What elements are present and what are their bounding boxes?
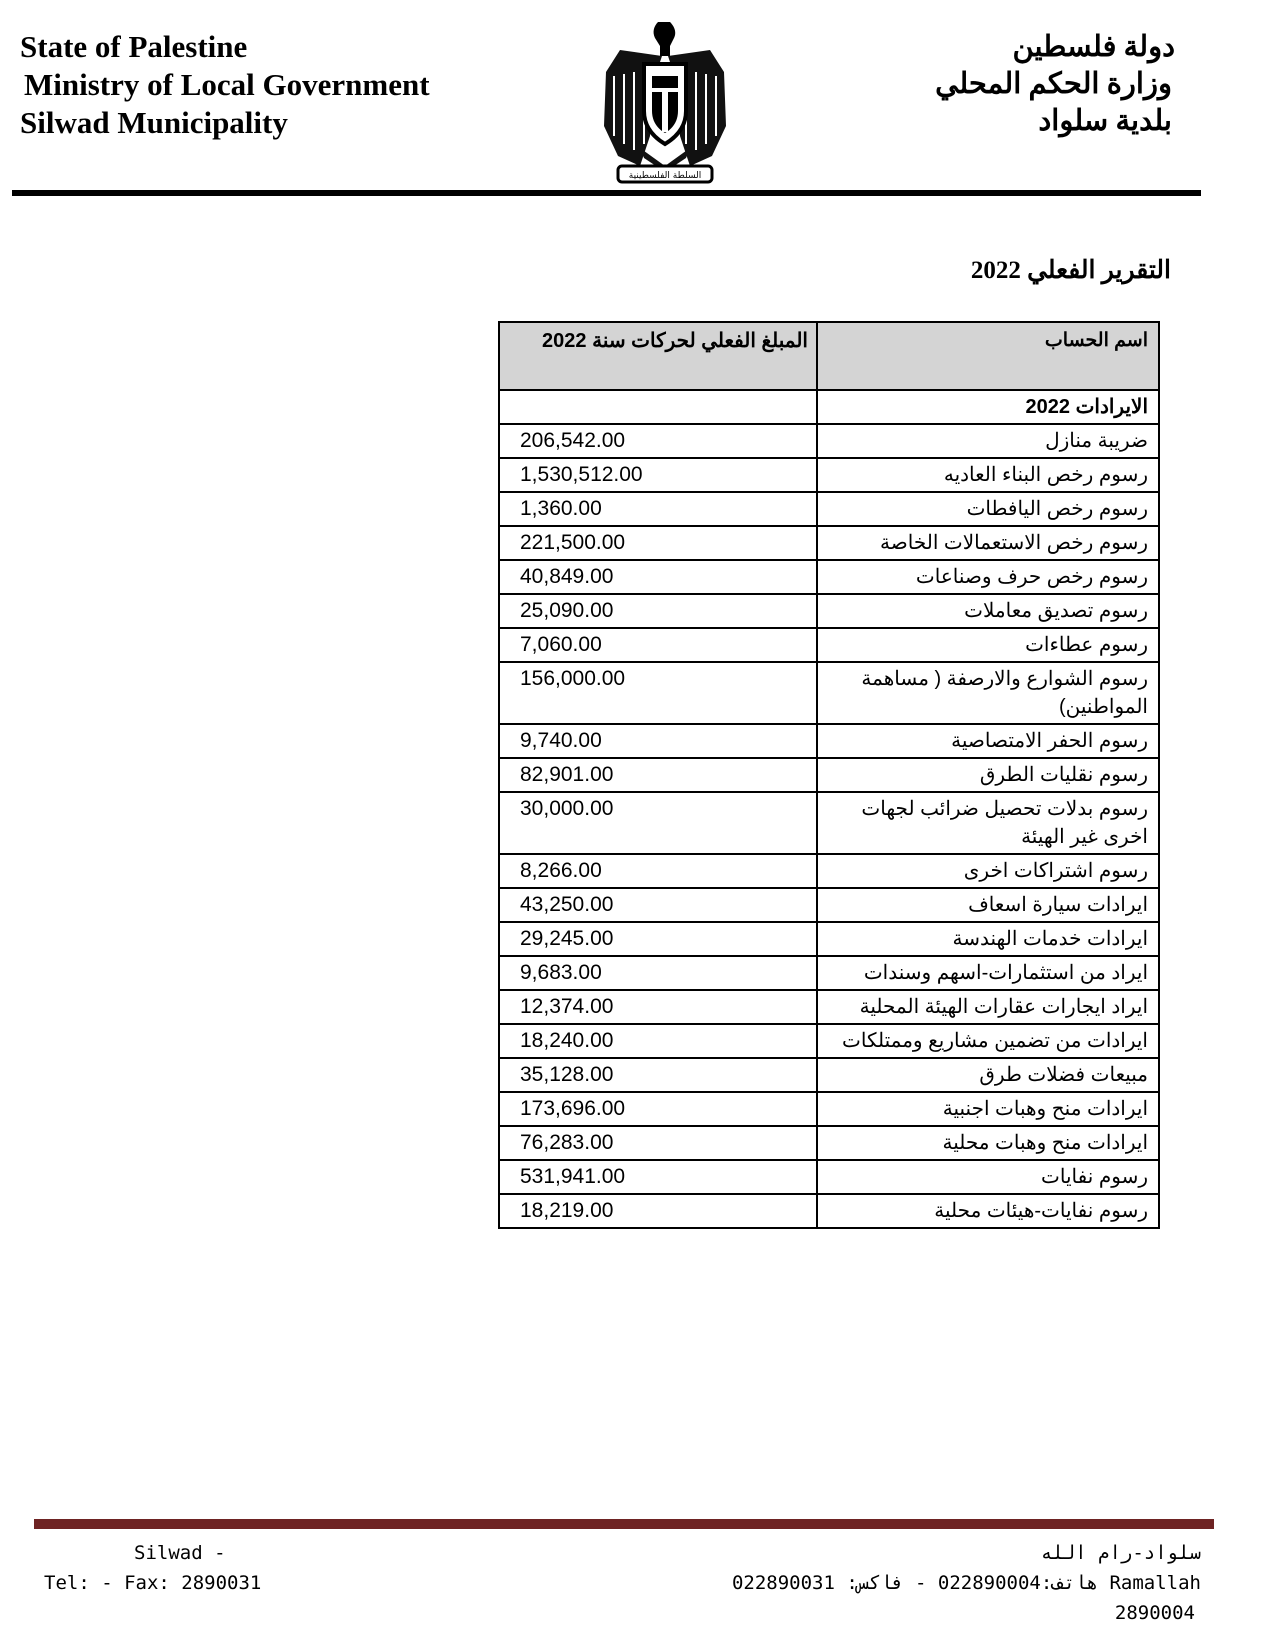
table-row: [499, 1194, 1159, 1228]
amount-cell: 221,500.00: [499, 526, 817, 560]
amount-cell: 173,696.00: [499, 1092, 817, 1126]
account-name-cell: رسوم الحفر الامتصاصية: [817, 724, 1159, 758]
account-name-cell: ايرادات منح وهبات اجنبية: [817, 1092, 1159, 1126]
amount-cell: 206,542.00: [499, 424, 817, 458]
table-row: [499, 888, 1159, 922]
column-header-account: اسم الحساب: [817, 322, 1159, 390]
table-row: [499, 922, 1159, 956]
header-divider: [12, 190, 1201, 196]
amount-cell: 8,266.00: [499, 854, 817, 888]
header-en-ministry: Ministry of Local Government: [24, 67, 430, 102]
amount-cell: 30,000.00: [499, 792, 817, 854]
amount-cell: 76,283.00: [499, 1126, 817, 1160]
table-row: [499, 1126, 1159, 1160]
account-name-cell: رسوم رخص حرف وصناعات: [817, 560, 1159, 594]
account-name-cell: ايرادات خدمات الهندسة: [817, 922, 1159, 956]
account-name-cell: ايرادات من تضمين مشاريع وممتلكات: [817, 1024, 1159, 1058]
amount-cell: 12,374.00: [499, 990, 817, 1024]
amount-cell: 9,683.00: [499, 956, 817, 990]
table-row: [499, 854, 1159, 888]
account-name-cell: رسوم رخص البناء العاديه: [817, 458, 1159, 492]
account-name-cell: ايرادات سيارة اسعاف: [817, 888, 1159, 922]
account-name-cell: رسوم نقليات الطرق: [817, 758, 1159, 792]
footer-left-phone: Tel: - Fax: 2890031: [44, 1572, 262, 1594]
header-en-municipality: Silwad Municipality: [20, 105, 288, 140]
header-ar-municipality: بلدية سلواد: [1038, 105, 1172, 137]
amount-cell: 531,941.00: [499, 1160, 817, 1194]
table-header-row: [499, 322, 1159, 390]
footer-divider: [34, 1519, 1214, 1529]
header-ar-state: دولة فلسطين: [1012, 31, 1175, 63]
table-row: [499, 628, 1159, 662]
table-row: [499, 424, 1159, 458]
account-name-cell: رسوم رخص الاستعمالات الخاصة: [817, 526, 1159, 560]
palestine-eagle-emblem-icon: [600, 16, 730, 186]
amount-cell: 18,240.00: [499, 1024, 817, 1058]
table-row: [499, 458, 1159, 492]
amount-cell: 18,219.00: [499, 1194, 817, 1228]
emblem-ribbon-text: السلطة الفلسطينية: [628, 171, 702, 181]
report-title: التقرير الفعلي 2022: [970, 257, 1171, 284]
footer-right-address: سلواد-رام الله: [1040, 1542, 1201, 1564]
table-row: [499, 1160, 1159, 1194]
account-name-cell: ضريبة منازل: [817, 424, 1159, 458]
footer-right-phone: Ramallah هاتف:022890004 - فاكس: 022890031: [731, 1572, 1201, 1594]
amount-cell: 40,849.00: [499, 560, 817, 594]
column-header-amount: المبلغ الفعلي لحركات سنة 2022: [499, 322, 817, 390]
header-ar-ministry: وزارة الحكم المحلي: [935, 68, 1172, 100]
account-name-cell: ايراد من استثمارات-اسهم وسندات: [817, 956, 1159, 990]
amount-cell: 9,740.00: [499, 724, 817, 758]
account-name-cell: رسوم تصديق معاملات: [817, 594, 1159, 628]
amount-cell: 7,060.00: [499, 628, 817, 662]
account-name-cell: رسوم بدلات تحصيل ضرائب لجهات اخرى غير الهيئة: [817, 792, 1159, 854]
account-name-cell: رسوم نفايات: [817, 1160, 1159, 1194]
amount-cell: 82,901.00: [499, 758, 817, 792]
table-row: [499, 492, 1159, 526]
table-row: [499, 560, 1159, 594]
amount-cell: 156,000.00: [499, 662, 817, 724]
amount-cell: 29,245.00: [499, 922, 817, 956]
table-row: [499, 758, 1159, 792]
section-title: الايرادات 2022: [817, 390, 1159, 424]
footer-left-address: Silwad -: [134, 1542, 226, 1564]
amount-cell: 1,360.00: [499, 492, 817, 526]
account-name-cell: رسوم نفايات-هيئات محلية: [817, 1194, 1159, 1228]
amount-cell: 43,250.00: [499, 888, 817, 922]
table-row: [499, 990, 1159, 1024]
account-name-cell: رسوم عطاءات: [817, 628, 1159, 662]
account-name-cell: ايراد ايجارات عقارات الهيئة المحلية: [817, 990, 1159, 1024]
amount-cell: 35,128.00: [499, 1058, 817, 1092]
account-name-cell: رسوم رخص اليافطات: [817, 492, 1159, 526]
table-row: [499, 1092, 1159, 1126]
table-row: [499, 792, 1159, 854]
amount-cell: 1,530,512.00: [499, 458, 817, 492]
section-amount-empty: [499, 390, 817, 424]
table-row: [499, 662, 1159, 724]
footer-right-phone-extra: 2890004: [1114, 1602, 1195, 1624]
header-en-state: State of Palestine: [20, 29, 248, 64]
amount-cell: 25,090.00: [499, 594, 817, 628]
revenue-report-table: [498, 321, 1160, 1229]
table-row: [499, 1058, 1159, 1092]
account-name-cell: ايرادات منح وهبات محلية: [817, 1126, 1159, 1160]
account-name-cell: رسوم الشوارع والارصفة ( مساهمة المواطنين): [817, 662, 1159, 724]
section-row: [499, 390, 1159, 424]
table-row: [499, 594, 1159, 628]
table-row: [499, 526, 1159, 560]
account-name-cell: رسوم اشتراكات اخرى: [817, 854, 1159, 888]
table-row: [499, 724, 1159, 758]
account-name-cell: مبيعات فضلات طرق: [817, 1058, 1159, 1092]
table-row: [499, 1024, 1159, 1058]
table-row: [499, 956, 1159, 990]
